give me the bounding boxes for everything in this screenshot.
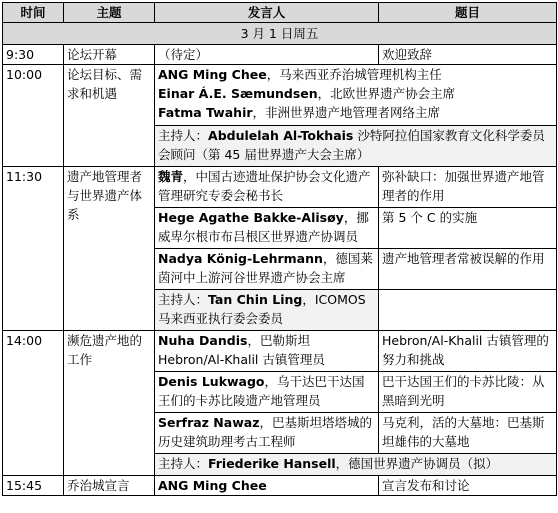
time-cell: 15:45 — [3, 476, 64, 496]
speaker-line — [158, 65, 553, 84]
time-cell: 9:30 — [3, 45, 64, 65]
speaker-affiliation: ，乌干达巴干达国王们的卡苏比陵遗产地管理员 — [158, 374, 365, 408]
speaker-affiliation: ，巴勒斯坦 Hebron/Al-Khalil 古镇管理员 — [158, 333, 325, 367]
title-cell: 巴干达国王们的卡苏比陵：从黑暗到光明 — [379, 372, 557, 413]
moderator-cell — [155, 126, 557, 167]
speaker-name: Hege Agathe Bakke-Alisøy — [158, 210, 344, 225]
moderator-name: Abdulelah Al-Tokhais — [208, 128, 354, 143]
speaker-affiliation: ，挪威卑尔根市布吕根区世界遗产协调员 — [158, 210, 369, 244]
moderator-cell — [155, 454, 557, 476]
table-row — [3, 476, 557, 496]
header-topic: 主题 — [64, 3, 155, 23]
speaker-affiliation: ，巴基斯坦塔塔城的历史建筑助理考古工程师 — [158, 415, 372, 449]
title-cell-empty — [379, 290, 557, 331]
title-cell: 马克利，活的大墓地：巴基斯坦雄伟的大墓地 — [379, 413, 557, 454]
table-row — [3, 167, 557, 208]
speaker-cell — [155, 167, 379, 208]
speaker-name: Nuha Dandis — [158, 333, 248, 348]
moderator-affiliation: 沙特阿拉伯国家教育文化科学委员会顾问（第 45 届世界遗产大会主席） — [158, 128, 545, 162]
moderator-label: 主持人： — [158, 292, 209, 307]
speaker-name: ANG Ming Chee — [158, 478, 267, 493]
speaker-affiliation: ，非洲世界遗产地管理者网络主席 — [252, 105, 441, 120]
speaker-cell — [155, 65, 557, 126]
speaker-affiliation: ，马来西亚乔治城管理机构主任 — [266, 67, 442, 82]
topic-cell: 论坛目标、需求和机遇 — [64, 65, 155, 167]
title-cell: 遗产地管理者常被误解的作用 — [379, 249, 557, 290]
title-cell: 欢迎致辞 — [379, 45, 557, 65]
moderator-label: 主持人： — [158, 456, 209, 471]
time-cell: 10:00 — [3, 65, 64, 167]
speaker-cell — [155, 249, 379, 290]
speaker-name: Einar Á.E. Sæmundsen — [158, 86, 318, 101]
speaker-affiliation: ，北欧世界遗产协会主席 — [317, 86, 456, 101]
moderator-label: 主持人： — [158, 128, 209, 143]
speaker-name: Serfraz Nawaz — [158, 415, 260, 430]
time-cell: 14:00 — [3, 331, 64, 476]
moderator-affiliation: ，德国世界遗产协调员（拟） — [335, 456, 499, 471]
header-row — [3, 3, 557, 23]
title-cell: 第 5 个 C 的实施 — [379, 208, 557, 249]
speaker-cell — [155, 208, 379, 249]
title-cell: 弥补缺口：加强世界遗产地管理者的作用 — [379, 167, 557, 208]
speaker-name: Fatma Twahir — [158, 105, 253, 120]
speaker-cell — [155, 372, 379, 413]
table-row — [3, 65, 557, 126]
topic-cell: 濒危遗产地的工作 — [64, 331, 155, 476]
speaker-affiliation: ，中国古迹遗址保护协会文化遗产管理研究专委会秘书长 — [158, 169, 371, 203]
speaker-line — [158, 103, 553, 122]
speaker-name: Nadya König-Lehrmann — [158, 251, 323, 266]
topic-cell: 论坛开幕 — [64, 45, 155, 65]
speaker-affiliation: ，德国莱茵河中上游河谷世界遗产协会主席 — [158, 251, 373, 285]
speaker-cell — [155, 331, 379, 372]
speaker-cell: （待定） — [155, 45, 379, 65]
speaker-line — [158, 84, 553, 103]
speaker-name: Denis Lukwago — [158, 374, 265, 389]
time-cell: 11:30 — [3, 167, 64, 331]
speaker-cell — [155, 476, 379, 496]
title-cell: 宣言发布和讨论 — [379, 476, 557, 496]
day-row — [3, 23, 557, 45]
header-title: 题目 — [379, 3, 557, 23]
moderator-cell — [155, 290, 379, 331]
speaker-cell — [155, 413, 379, 454]
speaker-name: ANG Ming Chee — [158, 67, 267, 82]
day-label: 3 月 1 日周五 — [3, 23, 557, 45]
header-speaker: 发言人 — [155, 3, 379, 23]
moderator-affiliation: ，ICOMOS 马来西亚执行委会委员 — [158, 292, 366, 326]
table-row — [3, 331, 557, 372]
moderator-name: Friederike Hansell — [208, 456, 336, 471]
title-cell: Hebron/Al-Khalil 古镇管理的努力和挑战 — [379, 331, 557, 372]
moderator-name: Tan Chin Ling — [208, 292, 303, 307]
table-row — [3, 45, 557, 65]
topic-cell: 遗产地管理者与世界遗产体系 — [64, 167, 155, 331]
header-time: 时间 — [3, 3, 64, 23]
speaker-name: 魏青 — [158, 169, 184, 184]
topic-cell: 乔治城宣言 — [64, 476, 155, 496]
program-table — [2, 2, 557, 496]
